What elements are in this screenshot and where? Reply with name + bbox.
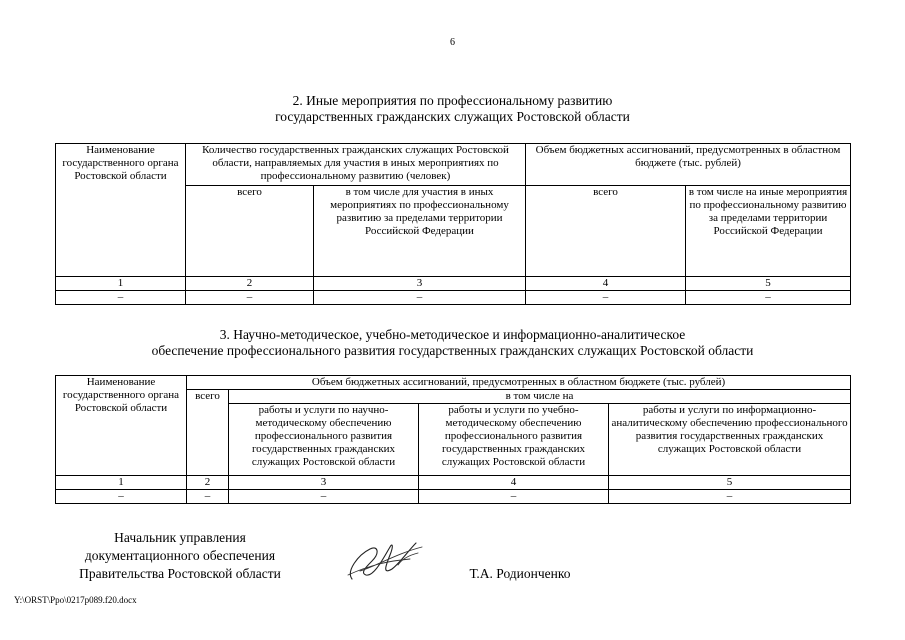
position-line3: Правительства Ростовской области	[79, 566, 281, 581]
s2-colnum: 5	[686, 277, 851, 291]
s3-cell-dash: –	[419, 490, 609, 504]
signatory-position	[55, 529, 305, 583]
s2-subheader-budget-total: всего	[526, 186, 686, 277]
s2-colnum: 1	[56, 277, 186, 291]
s3-colnum: 1	[56, 476, 187, 490]
s3-subheader-total: всего	[187, 390, 229, 476]
s3-subheader-scientific: работы и услуги по научно-методическому обеспечению профессионального развития государственных гражданских служащих Ростовской области	[229, 404, 419, 476]
signatory-name: Т.А. Родионченко	[469, 566, 571, 581]
s2-cell-dash: –	[686, 291, 851, 305]
s2-cell-dash: –	[526, 291, 686, 305]
s3-subheader-informational: работы и услуги по информационно-аналитическому обеспечению профессионального развития государственных гражданских служащих Ростовской области	[609, 404, 851, 476]
section3-title-line1: 3. Научно-методическое, учебно-методическое и информационно-аналитическое	[219, 327, 686, 342]
s3-cell-dash: –	[609, 490, 851, 504]
section3-table	[55, 375, 851, 504]
s3-colnum: 4	[419, 476, 609, 490]
position-line1: Начальник управления	[114, 530, 246, 545]
section2-title-line2: государственных гражданских служащих Ростовской области	[275, 109, 630, 124]
section2-table	[55, 143, 851, 305]
s3-header-budget: Объем бюджетных ассигнований, предусмотренных в областном бюджете (тыс. рублей)	[187, 376, 851, 390]
s3-header-org: Наименование государственного органа Ростовской области	[56, 376, 187, 476]
s2-cell-dash: –	[314, 291, 526, 305]
s2-subheader-count-outside: в том числе для участия в иных мероприятиях по профессиональному развитию за пределами территории Российской Федерации	[314, 186, 526, 277]
s2-colnum: 2	[186, 277, 314, 291]
s2-cell-dash: –	[186, 291, 314, 305]
s2-header-count: Количество государственных гражданских служащих Ростовской области, направляемых для участия в иных мероприятиях по профессиональному развитию (человек)	[186, 144, 526, 186]
s3-cell-dash: –	[187, 490, 229, 504]
s2-colnum: 4	[526, 277, 686, 291]
s3-cell-dash: –	[229, 490, 419, 504]
section2-title	[0, 93, 905, 125]
s3-colnum: 2	[187, 476, 229, 490]
s3-cell-dash: –	[56, 490, 187, 504]
s2-header-org: Наименование государственного органа Ростовской области	[56, 144, 186, 277]
position-line2: документационного обеспечения	[84, 548, 276, 563]
file-path: Y:\ORST\Ppo\0217p089.f20.docx	[14, 595, 137, 605]
s2-colnum: 3	[314, 277, 526, 291]
s2-subheader-count-total: всего	[186, 186, 314, 277]
s2-cell-dash: –	[56, 291, 186, 305]
page-number: 6	[450, 37, 455, 48]
s2-subheader-budget-outside: в том числе на иные мероприятия по профессиональному развитию за пределами территории Российской Федерации	[686, 186, 851, 277]
section2-title-line1: 2. Иные мероприятия по профессиональному развитию	[292, 93, 613, 108]
section3-title	[0, 327, 905, 359]
s3-colnum: 3	[229, 476, 419, 490]
handwritten-signature-icon	[340, 535, 440, 585]
s2-header-budget: Объем бюджетных ассигнований, предусмотренных в областном бюджете (тыс. рублей)	[526, 144, 851, 186]
s3-subheader-educational: работы и услуги по учебно-методическому обеспечению профессионального развития государственных гражданских служащих Ростовской области	[419, 404, 609, 476]
s3-subheader-including: в том числе на	[229, 390, 851, 404]
s3-colnum: 5	[609, 476, 851, 490]
section3-title-line2: обеспечение профессионального развития государственных гражданских служащих Ростовской области	[151, 343, 754, 358]
